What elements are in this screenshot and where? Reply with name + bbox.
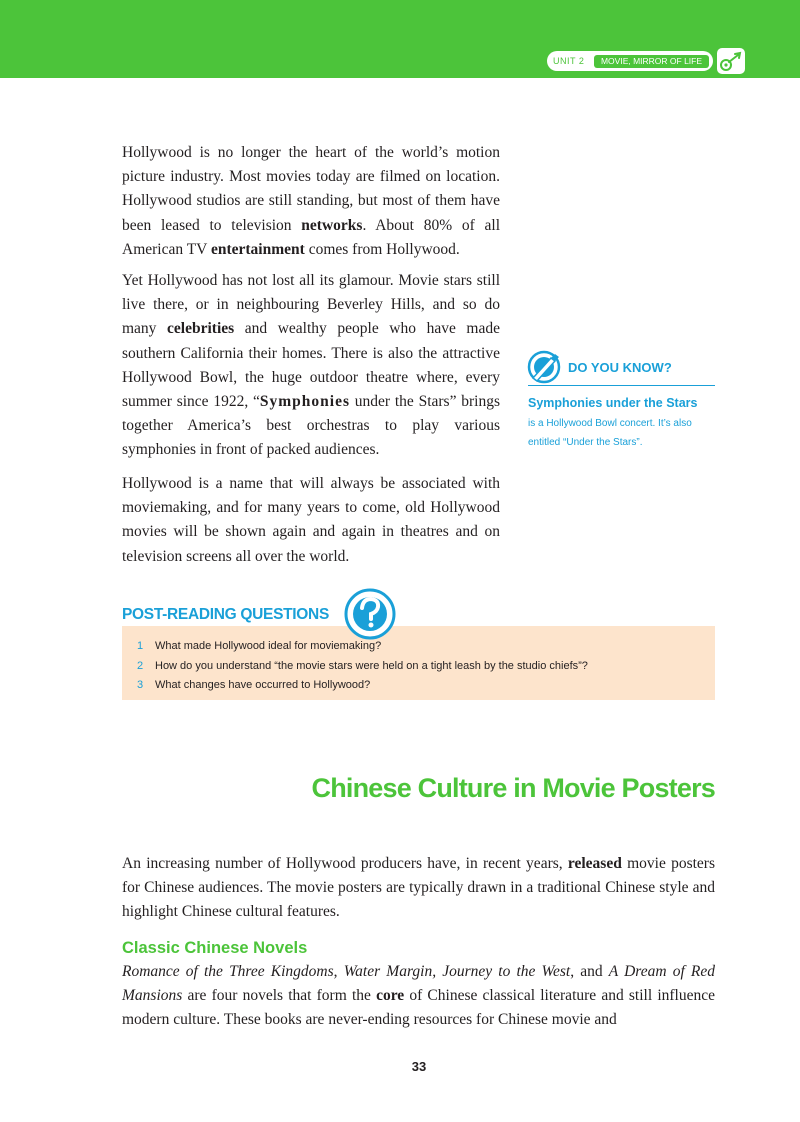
did-you-know-heading: Symphonies under the Stars bbox=[528, 396, 698, 410]
question-item bbox=[137, 676, 588, 696]
question-text: How do you understand “the movie stars were held on a tight leash by the studio chiefs”? bbox=[155, 659, 588, 672]
section-title: Chinese Culture in Movie Posters bbox=[311, 773, 715, 803]
question-mark-icon bbox=[340, 584, 400, 642]
question-number: 3 bbox=[137, 679, 144, 691]
did-you-know-body: is a Hollywood Bowl concert. It’s also entitled “Under the Stars”. bbox=[528, 418, 692, 448]
question-text: What changes have occurred to Hollywood? bbox=[155, 679, 371, 691]
pencil-circle-icon bbox=[525, 348, 563, 384]
unit-label: UNIT 2 bbox=[553, 56, 585, 66]
page-number: 33 bbox=[411, 1059, 427, 1074]
question-item bbox=[137, 657, 588, 677]
paragraph-hollywood-industry: Hollywood is no longer the heart of the world’s motion picture industry. Most movies today are filmed on location. Hollywood studios are still standing, but most of them have been leased to television networks. About 80% of all American TV entertainment comes from Hollywood. bbox=[122, 144, 500, 258]
subsection-title: Classic Chinese Novels bbox=[122, 939, 308, 957]
post-reading-title: POST-READING QUESTIONS bbox=[122, 606, 329, 623]
film-reel-icon bbox=[716, 47, 746, 75]
question-number: 2 bbox=[137, 659, 144, 672]
did-you-know-divider bbox=[528, 385, 715, 386]
question-number: 1 bbox=[137, 640, 144, 652]
section-intro: An increasing number of Hollywood producers have, in recent years, released movie posters for Chinese audiences. The movie posters are typically drawn in a traditional Chinese style and highlight Chinese cultural features. bbox=[122, 855, 715, 921]
novels-paragraph: Romance of the Three Kingdoms, Water Margin, Journey to the West, and A Dream of Red Mansions are four novels that form the core of Chinese classical literature and still influence modern culture. These books are never-ending resources for Chinese movie and bbox=[122, 963, 716, 1029]
unit-title: MOVIE, MIRROR OF LIFE bbox=[600, 56, 703, 66]
question-item bbox=[137, 637, 588, 657]
paragraph-hollywood-legacy: Hollywood is a name that will always be associated with moviemaking, and for many years to come, old Hollywood movies will be shown again and again in theatres and on television screens all over the world. bbox=[122, 475, 500, 565]
question-text: What made Hollywood ideal for moviemaking? bbox=[155, 640, 382, 652]
did-you-know-title: DO YOU KNOW? bbox=[568, 360, 672, 375]
paragraph-hollywood-glamour: Yet Hollywood has not lost all its glamour. Movie stars still live there, or in neighbouring Beverley Hills, and so do many celebrities and wealthy people who have made southern California their homes. There is also the attractive Hollywood Bowl, the huge outdoor theatre where, every summer since 1922, “Symphonies under the Stars” brings together America’s best orchestras to play various symphonies in front of packed audiences. bbox=[122, 272, 501, 459]
questions-list bbox=[137, 637, 588, 696]
